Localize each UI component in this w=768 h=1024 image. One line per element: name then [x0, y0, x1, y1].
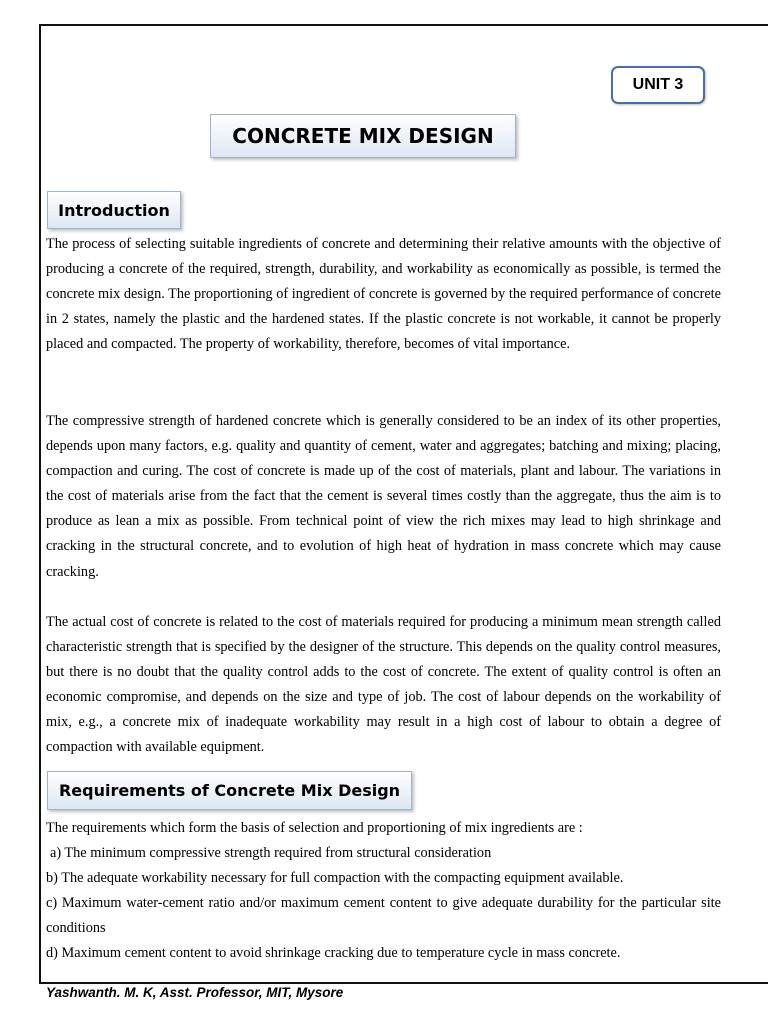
requirements-intro: The requirements which form the basis of selection and proportioning of mix ingredients are : — [46, 820, 583, 836]
introduction-paragraph-1 — [46, 232, 721, 357]
requirement-item-d: d) Maximum cement content to avoid shrinkage cracking due to temperature cycle in mass concrete. — [46, 945, 621, 962]
unit-badge: UNIT 3 — [611, 66, 705, 104]
introduction-heading: Introduction — [47, 191, 181, 229]
requirement-item-c: c) Maximum water-cement ratio and/or maximum cement content to give adequate durability for the particular site conditions — [46, 895, 721, 937]
requirements-heading: Requirements of Concrete Mix Design — [47, 771, 412, 810]
page-title: CONCRETE MIX DESIGN — [210, 114, 516, 158]
paragraph-text: The actual cost of concrete is related to the cost of materials required for producing a minimum mean strength called characteristic strength that is specified by the designer of the structure. This depends on the quality control measures, but there is no doubt that the quality control adds to the cost of concrete. The extent of quality control is often an economic compromise, and depends on the size and type of job. The cost of labour depends on the workability of mix, e.g., a concrete mix of inadequate workability may result in a high cost of labour to obtain a degree of compaction with available equipment. — [46, 614, 721, 756]
requirement-item-b: b) The adequate workability necessary for full compaction with the compacting equipment available. — [46, 870, 624, 887]
introduction-paragraph-2 — [46, 409, 721, 585]
introduction-paragraph-3 — [46, 610, 721, 761]
requirements-list — [46, 816, 721, 967]
footer-author: Yashwanth. M. K, Asst. Professor, MIT, Mysore — [46, 985, 344, 1000]
requirement-item-a: a) The minimum compressive strength required from structural consideration — [50, 845, 492, 862]
paragraph-text: The compressive strength of hardened concrete which is generally considered to be an index of its other properties, depends upon many factors, e.g. quality and quantity of cement, water and aggregates; batching and mixing; placing, compaction and curing. The cost of concrete is made up of the cost of materials, plant and labour. The variations in the cost of materials arise from the fact that the cement is several times costly than the aggregate, thus the aim is to produce as lean a mix as possible. From technical point of view the rich mixes may lead to high shrinkage and cracking in the structural concrete, and to evolution of high heat of hydration in mass concrete which may cause cracking. — [46, 413, 721, 580]
paragraph-text: The process of selecting suitable ingredients of concrete and determining their relative amounts with the objective of producing a concrete of the required, strength, durability, and workability as economically as possible, is termed the concrete mix design. The proportioning of ingredient of concrete is governed by the required performance of concrete in 2 states, namely the plastic and the hardened states. If the plastic concrete is not workable, it cannot be properly placed and compacted. The property of workability, therefore, becomes of vital importance. — [46, 236, 721, 353]
